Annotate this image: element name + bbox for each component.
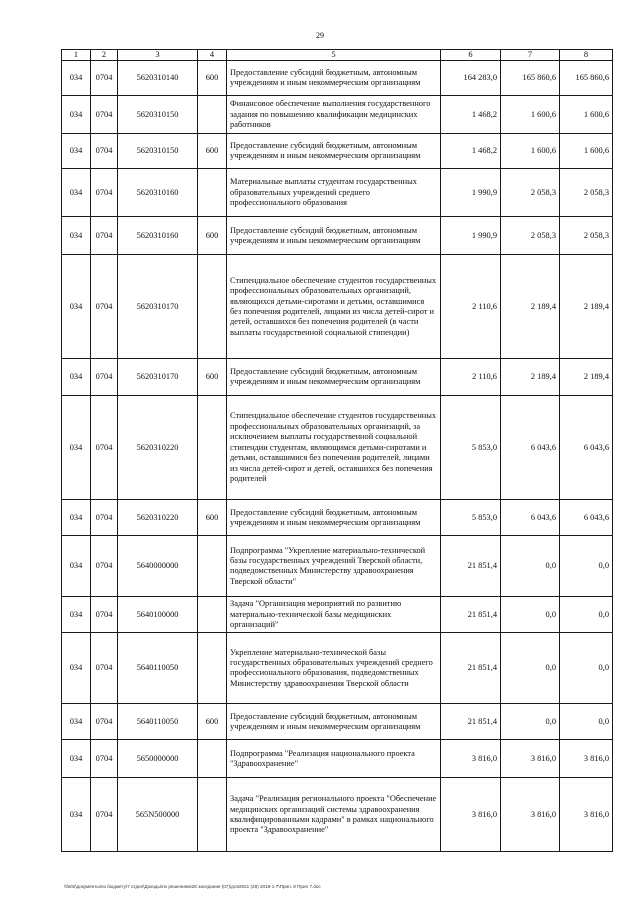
amount-col7: 0,0 (501, 633, 560, 704)
admin-code: 034 (62, 704, 91, 740)
amount-col8: 0,0 (560, 536, 613, 597)
section-code: 0704 (91, 633, 118, 704)
amount-col8: 0,0 (560, 633, 613, 704)
amount-col7: 6 043,6 (501, 500, 560, 536)
item-description: Укрепление материально-технической базы государственных образовательных учреждений среднего профессионального образования, подведомственных Министерству здравоохранения Тверской области (227, 633, 441, 704)
admin-code: 034 (62, 217, 91, 255)
table-row (62, 633, 613, 704)
article-code: 5620310170 (118, 359, 198, 396)
expense-type-code: 600 (198, 704, 227, 740)
table-row (62, 255, 613, 359)
item-description: Стипендиальное обеспечение студентов государственных профессиональных образовательных организаций, за исключением выплаты государственной социальной стипендии студентам, являющимся детьми-сиротами и детьми, оставшимися без попечения родителей, лицами из числа детей-сирот и детей, оставшихся без попечения родителей (227, 396, 441, 500)
amount-col7: 6 043,6 (501, 396, 560, 500)
amount-col6: 3 816,0 (441, 778, 501, 852)
col-header-2: 2 (91, 50, 118, 61)
article-code: 5620310170 (118, 255, 198, 359)
amount-col8: 6 043,6 (560, 500, 613, 536)
admin-code: 034 (62, 633, 91, 704)
col-header-5: 5 (227, 50, 441, 61)
expense-type-code: 600 (198, 217, 227, 255)
amount-col8: 2 189,4 (560, 255, 613, 359)
expense-type-code (198, 597, 227, 633)
amount-col8: 3 816,0 (560, 778, 613, 852)
article-code: 5620310160 (118, 169, 198, 217)
col-header-4: 4 (198, 50, 227, 61)
amount-col7: 165 860,6 (501, 61, 560, 96)
amount-col7: 3 816,0 (501, 740, 560, 778)
item-description: Финансовое обеспечение выполнения государственного задания по повышению квалификации медицинских работников (227, 96, 441, 134)
admin-code: 034 (62, 500, 91, 536)
table-row (62, 169, 613, 217)
section-code: 0704 (91, 740, 118, 778)
article-code: 5640100000 (118, 597, 198, 633)
table-row (62, 96, 613, 134)
amount-col8: 165 860,6 (560, 61, 613, 96)
section-code: 0704 (91, 359, 118, 396)
article-code: 565N500000 (118, 778, 198, 852)
section-code: 0704 (91, 704, 118, 740)
col-header-7: 7 (501, 50, 560, 61)
col-header-1: 1 (62, 50, 91, 61)
admin-code: 034 (62, 778, 91, 852)
admin-code: 034 (62, 96, 91, 134)
amount-col7: 2 058,3 (501, 169, 560, 217)
admin-code: 034 (62, 536, 91, 597)
amount-col7: 0,0 (501, 704, 560, 740)
article-code: 5620310220 (118, 500, 198, 536)
amount-col6: 5 853,0 (441, 500, 501, 536)
article-code: 5640000000 (118, 536, 198, 597)
amount-col6: 1 990,9 (441, 169, 501, 217)
amount-col7: 1 600,6 (501, 134, 560, 169)
expense-type-code (198, 633, 227, 704)
article-code: 5620310140 (118, 61, 198, 96)
item-description: Предоставление субсидий бюджетным, автономным учреждениям и иным некоммерческим организациям (227, 500, 441, 536)
table-row (62, 704, 613, 740)
article-code: 5640110050 (118, 633, 198, 704)
article-code: 5620310150 (118, 134, 198, 169)
admin-code: 034 (62, 134, 91, 169)
item-description: Стипендиальное обеспечение студентов государственных профессиональных образовательных организаций, являющихся детьми-сиротами и детьми, оставшимися без попечения родителей, лицами из числа детей-сирот и детей, оставшихся без попечения родителей (в части выплаты государственной социальной стипендии) (227, 255, 441, 359)
article-code: 5620310220 (118, 396, 198, 500)
section-code: 0704 (91, 255, 118, 359)
section-code: 0704 (91, 597, 118, 633)
expense-type-code (198, 396, 227, 500)
item-description: Предоставление субсидий бюджетным, автономным учреждениям и иным некоммерческим организациям (227, 217, 441, 255)
item-description: Задача "Реализация регионального проекта "Обеспечение медицинских организаций системы здравоохранения квалифицированными кадрами" в рамках национального проекта "Здравоохранение" (227, 778, 441, 852)
amount-col6: 1 468,2 (441, 134, 501, 169)
amount-col7: 1 600,6 (501, 96, 560, 134)
article-code: 5620310160 (118, 217, 198, 255)
table-row (62, 778, 613, 852)
table-row (62, 359, 613, 396)
section-code: 0704 (91, 396, 118, 500)
col-header-3: 3 (118, 50, 198, 61)
page-number: 29 (316, 31, 324, 40)
amount-col8: 1 600,6 (560, 96, 613, 134)
table-row (62, 500, 613, 536)
section-code: 0704 (91, 61, 118, 96)
amount-col7: 2 189,4 (501, 255, 560, 359)
table-row (62, 597, 613, 633)
table-row (62, 396, 613, 500)
amount-col6: 2 110,6 (441, 359, 501, 396)
amount-col6: 2 110,6 (441, 255, 501, 359)
article-code: 5640110050 (118, 704, 198, 740)
expense-type-code: 600 (198, 61, 227, 96)
expense-type-code: 600 (198, 134, 227, 169)
section-code: 0704 (91, 134, 118, 169)
col-header-8: 8 (560, 50, 613, 61)
amount-col7: 0,0 (501, 536, 560, 597)
admin-code: 034 (62, 61, 91, 96)
amount-col8: 0,0 (560, 704, 613, 740)
expense-type-code (198, 536, 227, 597)
item-description: Предоставление субсидий бюджетным, автономным учреждениям и иным некоммерческим организациям (227, 704, 441, 740)
amount-col6: 21 851,4 (441, 597, 501, 633)
admin-code: 034 (62, 396, 91, 500)
admin-code: 034 (62, 740, 91, 778)
item-description: Предоставление субсидий бюджетным, автономным учреждениям и иным некоммерческим организациям (227, 359, 441, 396)
expense-type-code: 600 (198, 500, 227, 536)
amount-col7: 2 058,3 (501, 217, 560, 255)
col-header-6: 6 (441, 50, 501, 61)
amount-col8: 2 058,3 (560, 169, 613, 217)
amount-col8: 3 816,0 (560, 740, 613, 778)
amount-col8: 6 043,6 (560, 396, 613, 500)
amount-col6: 3 816,0 (441, 740, 501, 778)
item-description: Материальные выплаты студентам государственных образовательных учреждений среднего профессионального образования (227, 169, 441, 217)
expense-type-code (198, 96, 227, 134)
admin-code: 034 (62, 169, 91, 217)
section-code: 0704 (91, 96, 118, 134)
item-description: Задача "Организация мероприятий по развитию материально-технической базы медицинских организаций" (227, 597, 441, 633)
amount-col6: 21 851,4 (441, 633, 501, 704)
item-description: Предоставление субсидий бюджетным, автономным учреждениям и иным некоммерческим организациям (227, 61, 441, 96)
item-description: Предоставление субсидий бюджетным, автономным учреждениям и иным некоммерческим организациям (227, 134, 441, 169)
amount-col7: 3 816,0 (501, 778, 560, 852)
section-code: 0704 (91, 169, 118, 217)
expense-type-code (198, 169, 227, 217)
table-row (62, 134, 613, 169)
budget-table (61, 49, 613, 852)
section-code: 0704 (91, 217, 118, 255)
amount-col6: 21 851,4 (441, 536, 501, 597)
table-row (62, 217, 613, 255)
item-description: Подпрограмма "Укрепление материально-технической базы государственных учреждений Тверской области, подведомственных Министерству здравоохранения Тверской области" (227, 536, 441, 597)
amount-col8: 1 600,6 (560, 134, 613, 169)
expense-type-code: 600 (198, 359, 227, 396)
amount-col6: 21 851,4 (441, 704, 501, 740)
item-description: Подпрограмма "Реализация национального проекта "Здравоохранение" (227, 740, 441, 778)
section-code: 0704 (91, 536, 118, 597)
amount-col7: 0,0 (501, 597, 560, 633)
expense-type-code (198, 778, 227, 852)
header-row (62, 50, 613, 61)
amount-col8: 2 058,3 (560, 217, 613, 255)
article-code: 5650000000 (118, 740, 198, 778)
expense-type-code (198, 740, 227, 778)
section-code: 0704 (91, 500, 118, 536)
amount-col6: 5 853,0 (441, 396, 501, 500)
table-row (62, 61, 613, 96)
amount-col7: 2 189,4 (501, 359, 560, 396)
admin-code: 034 (62, 597, 91, 633)
section-code: 0704 (91, 778, 118, 852)
amount-col8: 0,0 (560, 597, 613, 633)
expense-type-code (198, 255, 227, 359)
amount-col8: 2 189,4 (560, 359, 613, 396)
file-path-footer: \\fs02\документы\по бюджету\7 отдел\Доходы\по решениям\28 заседание (07)\для2021 (28) 2018-1-7\Прил. 8 Прил 7.doc (64, 884, 321, 889)
admin-code: 034 (62, 255, 91, 359)
article-code: 5620310150 (118, 96, 198, 134)
amount-col6: 164 283,0 (441, 61, 501, 96)
amount-col6: 1 990,9 (441, 217, 501, 255)
table-row (62, 740, 613, 778)
amount-col6: 1 468,2 (441, 96, 501, 134)
admin-code: 034 (62, 359, 91, 396)
table-row (62, 536, 613, 597)
